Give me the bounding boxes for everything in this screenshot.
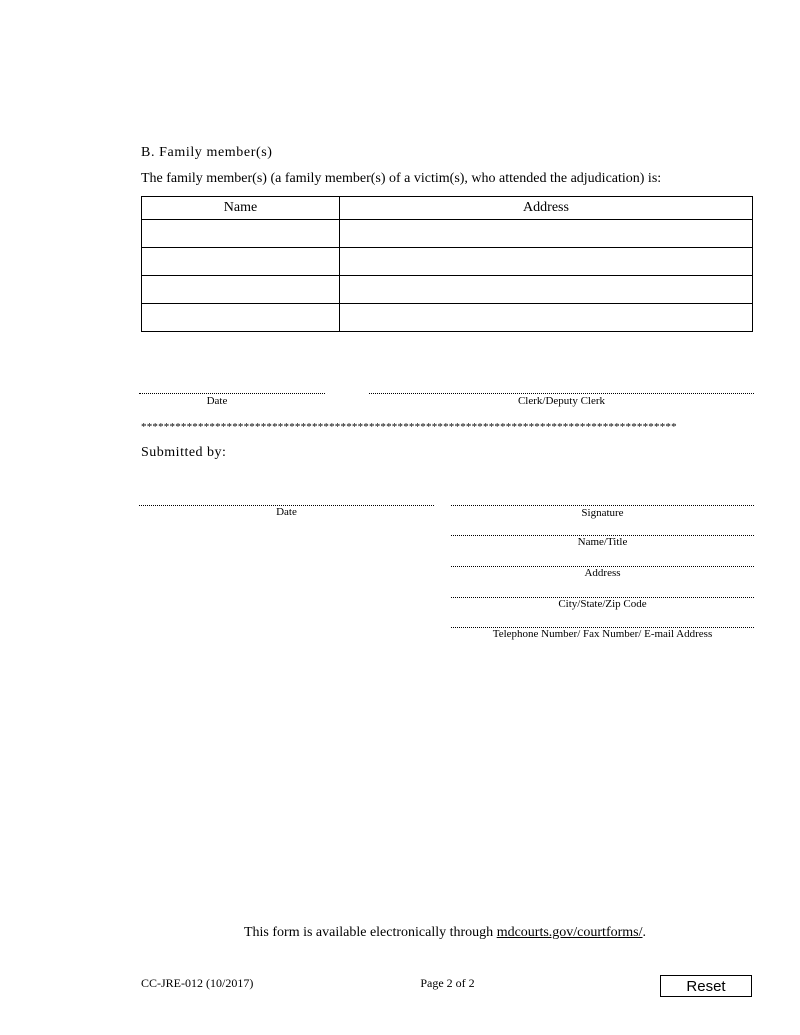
signature-label: Signature [581, 507, 624, 519]
table-header-row [142, 197, 753, 220]
name-title-label: Name/Title [577, 536, 628, 548]
courtforms-link[interactable]: mdcourts.gov/courtforms/ [496, 925, 643, 940]
availability-suffix: . [642, 925, 646, 940]
clerk-signature-line[interactable] [369, 393, 754, 394]
name-cell[interactable] [142, 220, 340, 248]
address-cell[interactable] [340, 276, 753, 304]
table-row [142, 248, 753, 276]
name-cell[interactable] [142, 248, 340, 276]
column-header-address: Address [340, 197, 753, 220]
form-code: CC-JRE-012 (10/2017) [141, 976, 254, 990]
clerk-date-line[interactable] [139, 393, 325, 394]
section-heading: B. Family member(s) [141, 145, 273, 160]
section-separator: ********************************************************************************************** [141, 421, 677, 433]
clerk-signature-label: Clerk/Deputy Clerk [517, 395, 606, 407]
column-header-name: Name [142, 197, 340, 220]
table-row [142, 304, 753, 332]
signature-line[interactable] [451, 505, 754, 506]
family-members-table [141, 196, 753, 332]
availability-prefix: This form is available electronically through [243, 925, 497, 940]
reset-button[interactable]: Reset [660, 975, 752, 997]
contact-label: Telephone Number/ Fax Number/ E-mail Address [492, 628, 713, 640]
address-cell[interactable] [340, 220, 753, 248]
address-label: Address [584, 567, 621, 579]
availability-note [0, 925, 800, 941]
section-intro: The family member(s) (a family member(s) of a victim(s), who attended the adjudication) is: [141, 171, 662, 186]
city-state-zip-label: City/State/Zip Code [558, 598, 647, 610]
clerk-date-label: Date [206, 395, 228, 407]
submission-date-label: Date [276, 506, 297, 518]
page-number: Page 2 of 2 [420, 976, 475, 990]
address-cell[interactable] [340, 248, 753, 276]
table-row [142, 276, 753, 304]
name-cell[interactable] [142, 304, 340, 332]
address-cell[interactable] [340, 304, 753, 332]
submitted-by-heading: Submitted by: [141, 445, 227, 460]
name-cell[interactable] [142, 276, 340, 304]
table-row [142, 220, 753, 248]
